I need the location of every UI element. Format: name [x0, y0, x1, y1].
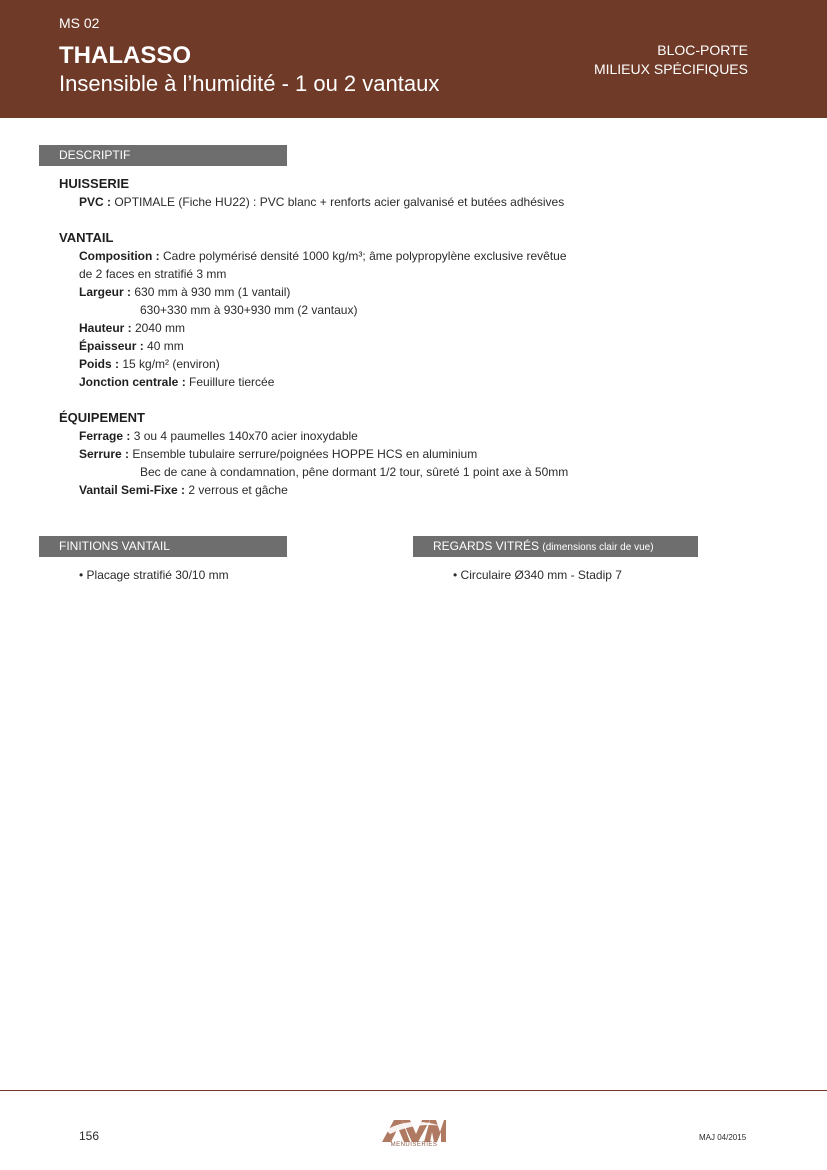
largeur-row — [59, 283, 759, 301]
ferrage-value: 3 ou 4 paumelles 140x70 acier inoxydable — [130, 429, 358, 443]
jonction-row — [59, 373, 759, 391]
page-header — [0, 0, 827, 118]
equipement-title: ÉQUIPEMENT — [59, 410, 145, 425]
finitions-item: • Placage stratifié 30/10 mm — [79, 568, 229, 582]
semifixe-value: 2 verrous et gâche — [185, 483, 288, 497]
update-date: MAJ 04/2015 — [699, 1133, 747, 1142]
category-line-2: MILIEUX SPÉCIFIQUES — [593, 61, 748, 77]
section-finitions-heading — [39, 536, 287, 557]
section-regards-heading — [413, 536, 698, 557]
serrure-label: Serrure : — [79, 447, 130, 461]
descriptif-content — [59, 175, 759, 499]
section-regards-label: REGARDS VITRÉS — [433, 539, 540, 553]
section-descriptif-heading — [39, 145, 287, 166]
poids-row — [59, 355, 759, 373]
composition-continuation: de 2 faces en stratifié 3 mm — [79, 267, 227, 281]
poids-value: 15 kg/m² (environ) — [119, 357, 220, 371]
jonction-label: Jonction centrale : — [79, 375, 186, 389]
page-number: 156 — [79, 1129, 100, 1143]
section-regards-note: (dimensions clair de vue) — [542, 542, 654, 553]
epaisseur-value: 40 mm — [143, 339, 184, 353]
category-label — [594, 41, 748, 79]
pvc-label: PVC : — [79, 195, 112, 209]
brand-logo-icon — [380, 1114, 448, 1154]
category-line-1: BLOC-PORTE — [657, 42, 748, 58]
huisserie-title: HUISSERIE — [59, 176, 130, 191]
epaisseur-row — [59, 337, 759, 355]
jonction-value: Feuillure tiercée — [185, 375, 275, 389]
poids-label: Poids : — [79, 357, 120, 371]
semifixe-row — [59, 481, 759, 499]
regards-item: • Circulaire Ø340 mm - Stadip 7 — [453, 568, 622, 582]
largeur-continuation: 630+330 mm à 930+930 mm (2 vantaux) — [140, 303, 358, 317]
pvc-value: OPTIMALE (Fiche HU22) : PVC blanc + renforts acier galvanisé et butées adhésives — [111, 195, 565, 209]
footer-divider — [0, 1090, 827, 1091]
composition-label: Composition : — [79, 249, 160, 263]
section-descriptif-label: DESCRIPTIF — [59, 148, 131, 162]
largeur-label: Largeur : — [79, 285, 132, 299]
hauteur-label: Hauteur : — [79, 321, 132, 335]
largeur-value: 630 mm à 930 mm (1 vantail) — [131, 285, 291, 299]
product-subtitle: Insensible à l’humidité - 1 ou 2 vantaux — [59, 71, 440, 96]
huisserie-pvc-row — [59, 193, 759, 211]
ferrage-row — [59, 427, 759, 445]
composition-row — [59, 247, 759, 265]
serrure-continuation: Bec de cane à condamnation, pêne dormant 1/2 tour, sûreté 1 point axe à 50mm — [140, 465, 569, 479]
section-finitions-label: FINITIONS VANTAIL — [59, 539, 170, 553]
serrure-row — [59, 445, 759, 463]
product-title: THALASSO — [59, 42, 191, 69]
brand-logo-text: MENUISERIES — [390, 1142, 438, 1148]
document-code: MS 02 — [59, 15, 100, 31]
hauteur-value: 2040 mm — [131, 321, 186, 335]
semifixe-label: Vantail Semi-Fixe : — [79, 483, 186, 497]
ferrage-label: Ferrage : — [79, 429, 131, 443]
hauteur-row — [59, 319, 759, 337]
vantail-title: VANTAIL — [59, 230, 114, 245]
serrure-value: Ensemble tubulaire serrure/poignées HOPPE HCS en aluminium — [129, 447, 478, 461]
composition-value: Cadre polymérisé densité 1000 kg/m³; âme polypropylène exclusive revêtue — [159, 249, 567, 263]
epaisseur-label: Épaisseur : — [79, 339, 144, 353]
